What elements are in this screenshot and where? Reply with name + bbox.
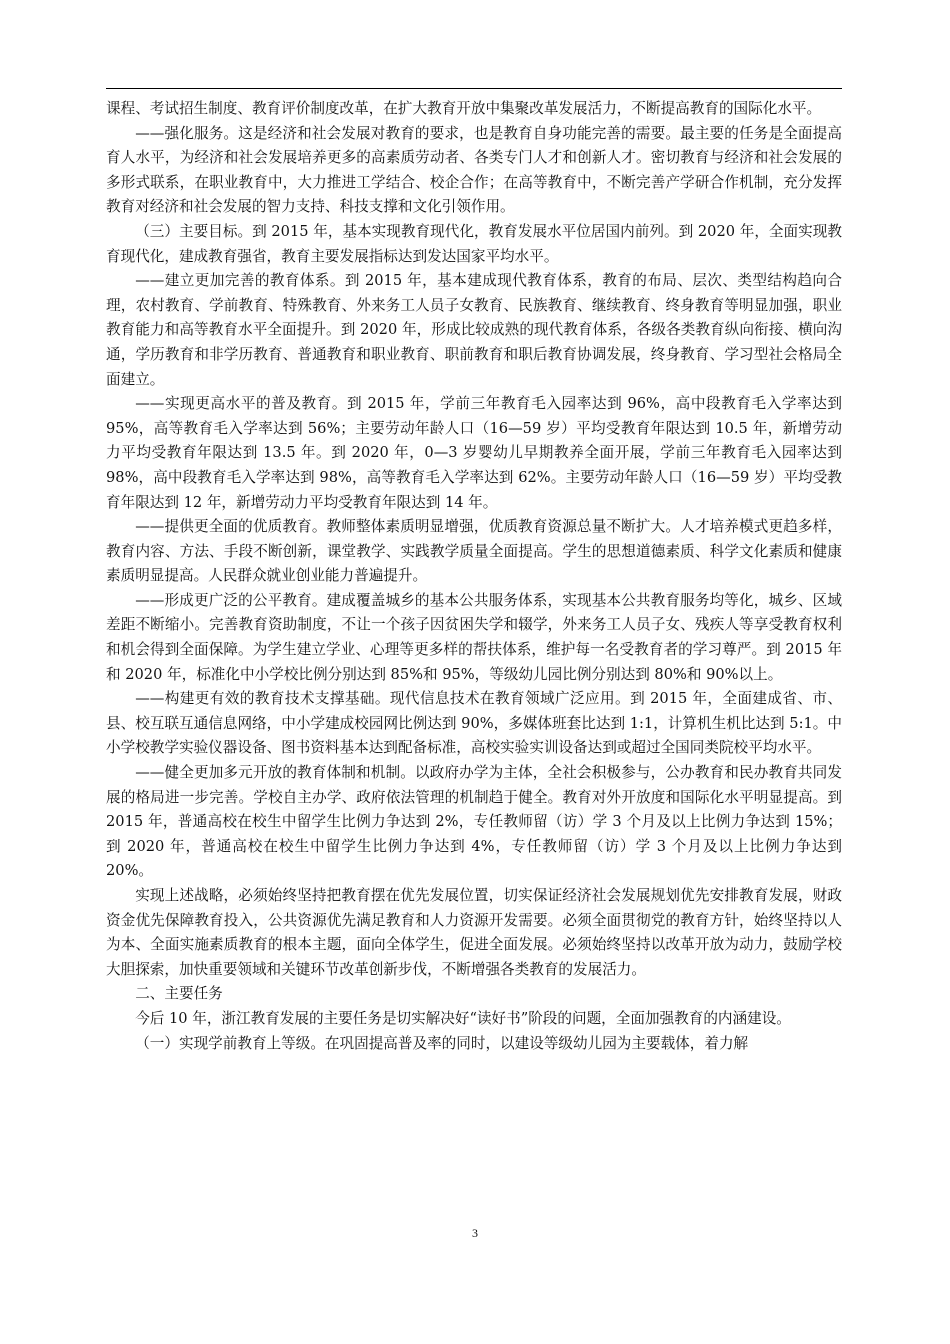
paragraph-1: 课程、考试招生制度、教育评价制度改革，在扩大教育开放中集聚改革发展活力，不断提高教育的国际化水平。 [106, 100, 822, 117]
header-rule [106, 88, 842, 89]
paragraph-2: ——强化服务。这是经济和社会发展对教育的要求，也是教育自身功能完善的需要。最主要的任务是全面提高育人水平，为经济和社会发展培养更多的高素质劳动者、各类专门人才和创新人才。密切教育与经济和社会发展的多形式联系，在职业教育中，大力推进工学结合、校企合作；在高等教育中，不断完善产学研合作机制，充分发挥教育对经济和社会发展的智力支持、科技支撑和文化引领作用。 [106, 124, 842, 216]
paragraph-4: ——建立更加完善的教育体系。到 2015 年，基本建成现代教育体系，教育的布局、层次、类型结构趋向合理，农村教育、学前教育、特殊教育、外来务工人员子女教育、民族教育、继续教育、终身教育等明显加强，职业教育能力和高等教育水平全面提升。到 2020 年，形成比较成熟的现代教育体系，各级各类教育纵向衔接、横向沟通，学历教育和非学历教育、普通教育和职业教育、职前教育和职后教育协调发展，终身教育、学习型社会格局全面建立。 [106, 272, 842, 388]
paragraph-13: （一）实现学前教育上等级。在巩固提高普及率的同时，以建设等级幼儿园为主要载体，着力解 [135, 1034, 749, 1052]
body-text [106, 97, 842, 1056]
paragraph-12: 今后 10 年，浙江教育发展的主要任务是切实解决好“读好书”阶段的问题，全面加强教育的内涵建设。 [135, 1009, 791, 1027]
paragraph-7: ——形成更广泛的公平教育。建成覆盖城乡的基本公共服务体系，实现基本公共教育服务均等化，城乡、区域差距不断缩小。完善教育资助制度，不让一个孩子因贫困失学和辍学，外来务工人员子女、残疾人等享受教育权利和机会得到全面保障。为学生建立学业、心理等更多样的帮扶体系，维护每一名受教育者的学习尊严。到 2015 年和 2020 年，标准化中小学校比例分别达到 85%和 95%，等级幼儿园比例分别达到 80%和 90%以上。 [106, 591, 842, 683]
paragraph-8: ——构建更有效的教育技术支撑基础。现代信息技术在教育领域广泛应用。到 2015 年，全面建成省、市、县、校互联互通信息网络，中小学建成校园网比例达到 90%，多媒体班套比达到 1:1，计算机生机比达到 5:1。中小学校教学实验仪器设备、图书资料基本达到配备标准，高校实验实训设备达到或超过全国同类院校平均水平。 [106, 690, 842, 757]
paragraph-3: （三）主要目标。到 2015 年，基本实现教育现代化，教育发展水平位居国内前列。到 2020 年，全面实现教育现代化，建成教育强省，教育主要发展指标达到发达国家平均水平。 [106, 222, 842, 265]
paragraph-9: ——健全更加多元开放的教育体制和机制。以政府办学为主体，全社会积极参与，公办教育和民办教育共同发展的格局进一步完善。学校自主办学、政府依法管理的机制趋于健全。教育对外开放度和国际化水平明显提高。到 2015 年，普通高校在校生中留学生比例力争达到 2%，专任教师留（访）学 3 个月及以上比例力争达到 15%；到 2020 年，普通高校在校生中留学生比例力争达到 4%，专任教师留（访）学 3 个月及以上比例力争达到 20%。 [106, 764, 842, 880]
paragraph-10: 实现上述战略，必须始终坚持把教育摆在优先发展位置，切实保证经济社会发展规划优先安排教育发展，财政资金优先保障教育投入，公共资源优先满足教育和人力资源开发需要。必须全面贯彻党的教育方针，始终坚持以人为本、全面实施素质教育的根本主题，面向全体学生，促进全面发展。必须始终坚持以改革开放为动力，鼓励学校大胆探索，加快重要领域和关键环节改革创新步伐，不断增强各类教育的发展活力。 [106, 887, 842, 978]
paragraph-6: ——提供更全面的优质教育。教师整体素质明显增强，优质教育资源总量不断扩大。人才培养模式更趋多样，教育内容、方法、手段不断创新，课堂教学、实践教学质量全面提高。学生的思想道德素质、科学文化素质和健康素质明显提高。人民群众就业创业能力普遍提升。 [106, 518, 842, 585]
section-heading: 二、主要任务 [135, 985, 223, 1003]
page-number: 3 [472, 1226, 478, 1240]
paragraph-5: ——实现更高水平的普及教育。到 2015 年，学前三年教育毛入园率达到 96%，高中段教育毛入学率达到 95%，高等教育毛入学率达到 56%；主要劳动年龄人口（16—59 岁）平均受教育年限达到 10.5 年，新增劳动力平均受教育年限达到 13.5 年。到 2020 年，0—3 岁婴幼儿早期教养全面开展，学前三年教育毛入园率达到 98%，高中段教育毛入学率达到 98%，高等教育毛入学率达到 62%。主要劳动年龄人口（16—59 岁）平均受教育年限达到 12 年，新增劳动力平均受教育年限达到 14 年。 [106, 395, 842, 511]
